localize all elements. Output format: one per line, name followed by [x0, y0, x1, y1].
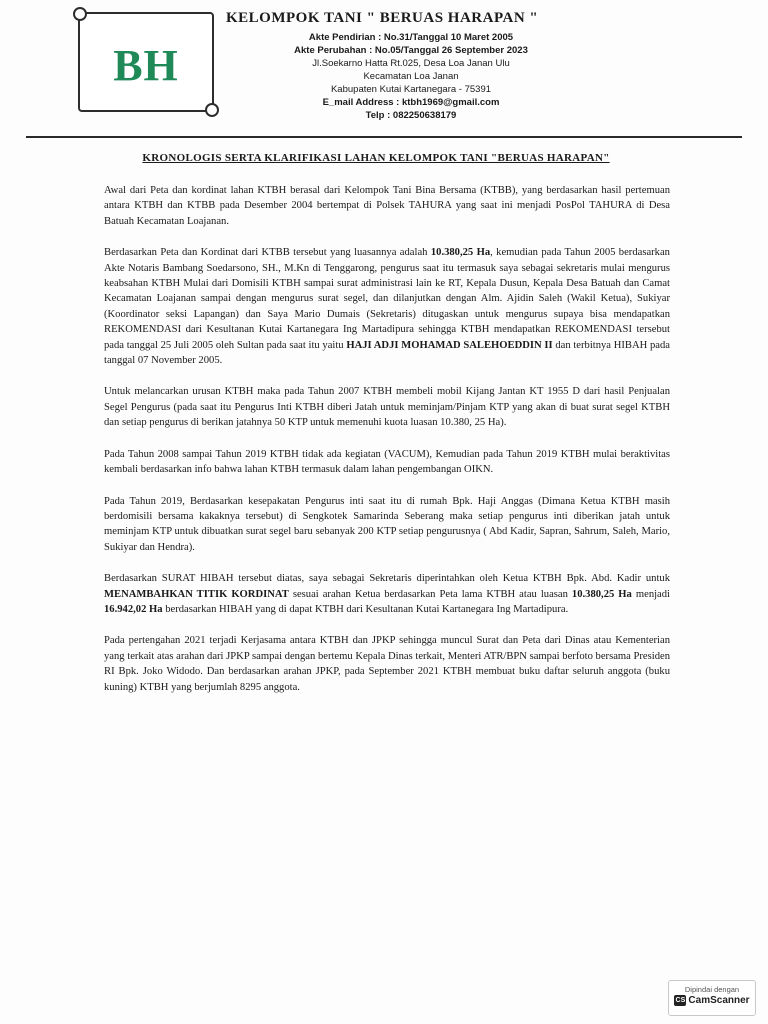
scanner-brand-line: [669, 995, 755, 1006]
letterhead-divider: [26, 136, 742, 138]
scanner-caption: Dipindai dengan: [684, 985, 740, 994]
camscanner-icon: CS: [675, 997, 686, 1004]
p6-text-c: sesuai arahan Ketua berdasarkan Peta lama KTBH atau luasan: [288, 588, 572, 600]
p2-area-bold: 10.380,25 Ha: [430, 247, 491, 259]
p2-text-e: dan terbitnya HIBAH pada tanggal 07 November 2005.: [104, 339, 670, 367]
letterhead: [222, 10, 582, 122]
paragraph-1: Awal dari Peta dan kordinat lahan KTBH berasal dari Kelompok Tani Bina Bersama (KTBB), yang berdasarkan hasil pertemuan antara KTBH dan KTBB pada Desember 2004 bertempat di Polsek TAHURA yang saat ini menjadi PosPol TAHURA di Desa Batuah Kecamatan Loajanan.: [104, 185, 670, 227]
p6-text-a: Berdasarkan SURAT HIBAH tersebut diatas, saya sebagai Sekretaris diperintahkan oleh Ketua KTBH Bpk. Abd. Kadir untuk: [104, 573, 670, 585]
address-street: Jl.Soekarno Hatta Rt.025, Desa Loa Janan Ulu: [312, 58, 510, 69]
phone-number: Telp : 082250638179: [365, 110, 457, 121]
paragraph-6: [104, 571, 670, 617]
p2-text-c: , kemudian pada Tahun 2005 berdasarkan Akte Notaris Bambang Soedarsono, SH., M.Kn di Tenggarong, pengurus saat itu termasuk saya sebagai sekretaris mulai mengurus keabsahan KTBH Mulai dari Domisili KTBH sampai surat administrasi lain ke RT, Kepala Dusun, Kepala Desa Batuah dan Camat Kecamatan Loajanan sampai dengan mengurus surat segel, dan dilanjutkan dengan Alm. Ajidin Saleh (Wakil Ketua), Sukiyar (Koordinator seksi Lapangan) dan Saya Mario Dumais (Sekretaris) ditugaskan untuk mengurus supaya bisa mendapatkan REKOMENDASI dari Kesultanan Kutai Kartanegara Ing Martadipura sehingga KTBH mendapatkan REKOMENDASI tersebut pada tanggal 25 Juli 2005 oleh Sultan pada saat itu yaitu: [104, 247, 670, 351]
paragraph-5: Pada Tahun 2019, Berdasarkan kesepakatan Pengurus inti saat itu di rumah Bpk. Haji Anggas (Dimana Ketua KTBH masih berdomisili bersama kakaknya tersebut) di Sengkotek Samarinda Seberang maka setiap pengurus inti diberikan jatah untuk meminjam KTP untuk dibuatkan surat segel baru sebanyak 200 KTP setiap pengurusnya ( Abd Kadir, Sapran, Sahrum, Saleh, Mario, Sukiyar dan Hendra).: [104, 495, 670, 553]
scanner-brand: CamScanner: [688, 995, 750, 1007]
paragraph-7: Pada pertengahan 2021 terjadi Kerjasama antara KTBH dan JPKP sehingga muncul Surat dan Peta dari Dinas atau Kementerian yang terkait atas arahan dari JPKP sampai dengan bertemu Kepala Dinas terkait, Menteri ATR/BPN sampai berfoto bersama Presiden RI Bpk. Joko Widodo. Dan berdasarkan arahan JPKP, pada September 2021 KTBH membuat buku daftar seluruh anggota (buku kuning) KTBH yang berjumlah 8295 anggota.: [104, 635, 670, 693]
paragraph-4: Pada Tahun 2008 sampai Tahun 2019 KTBH tidak ada kegiatan (VACUM), Kemudian pada Tahun 2019 KTBH mulai beraktivitas kembali berdasarkan info bahwa lahan KTBH termasuk dalam lahan pengembangan OIKN.: [104, 448, 670, 476]
document-body: [104, 183, 670, 711]
p6-text-g: berdasarkan HIBAH yang di dapat KTBH dari Kesultanan Kutai Kartanegara Ing Martadipura.: [162, 603, 569, 615]
paragraph-2: [104, 245, 670, 368]
document-title: KRONOLOGIS SERTA KLARIFIKASI LAHAN KELOMPOK TANI "BERUAS HARAPAN": [142, 152, 610, 164]
organization-logo: [78, 12, 214, 112]
p6-text-e: menjadi: [631, 588, 670, 600]
address-regency: Kabupaten Kutai Kartanegara - 75391: [330, 84, 492, 95]
logo-text: BH: [113, 41, 179, 90]
p6-bold-instruction: MENAMBAHKAN TITIK KORDINAT: [104, 588, 289, 600]
p2-text-a: Berdasarkan Peta dan Kordinat dari KTBB tersebut yang luasannya adalah: [104, 247, 431, 259]
akte-perubahan: Akte Perubahan : No.05/Tanggal 26 September 2023: [294, 45, 528, 56]
address-district: Kecamatan Loa Janan: [363, 71, 459, 82]
camscanner-badge: [668, 980, 756, 1016]
organization-name: KELOMPOK TANI " BERUAS HARAPAN ": [226, 10, 539, 26]
p6-new-area: 16.942,02 Ha: [104, 603, 163, 615]
email-address: E_mail Address : ktbh1969@gmail.com: [322, 97, 500, 108]
paragraph-3: Untuk melancarkan urusan KTBH maka pada Tahun 2007 KTBH membeli mobil Kijang Jantan KT 1955 D dari hasil Penjualan Segel Pengurus (pada saat itu Pengurus Inti KTBH diberi Jatah untuk meminjam/Pinjam KTP yang akan di buat surat segel KTBH dan setiap pengurus di berikan jatahnya 50 KTP untuk memenuhi kuota luasan 10.380, 25 Ha).: [104, 386, 670, 429]
p2-sultan-name: HAJI ADJI MOHAMAD SALEHOEDDIN II: [346, 339, 553, 351]
akte-pendirian: Akte Pendirian : No.31/Tanggal 10 Maret 2005: [308, 32, 514, 43]
p6-old-area: 10.380,25 Ha: [571, 588, 632, 600]
